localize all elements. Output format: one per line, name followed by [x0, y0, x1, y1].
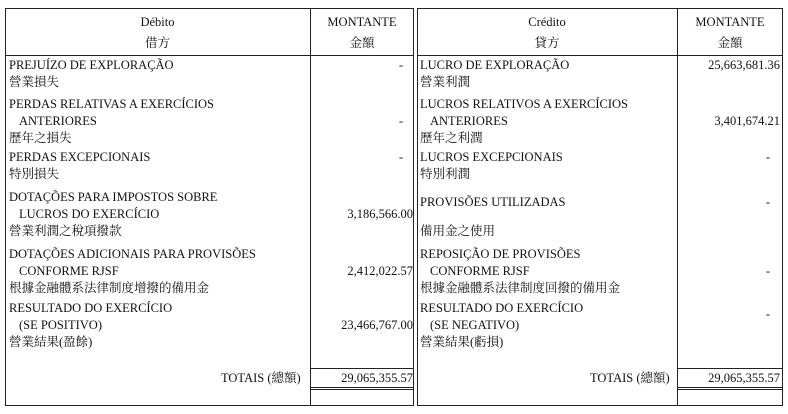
- header-debit: [5, 14, 310, 52]
- debit-row-6-label: RESULTADO DO EXERCÍCIO: [9, 301, 173, 315]
- debit-row-2-label-2: ANTERIORES: [19, 114, 97, 128]
- debit-totals-label: TOTAIS (總額): [221, 371, 301, 385]
- header-credit-pt: Crédito: [528, 15, 566, 29]
- header-debit-amount: [311, 14, 413, 52]
- credit-row-6-value: -: [765, 307, 770, 321]
- credit-row-4-label: PROVISÕES UTILIZADAS: [420, 195, 566, 209]
- border-top-left: [5, 8, 414, 9]
- credit-row-1-value: 25,663,681.36: [708, 58, 780, 72]
- header-credit-zh: 貸方: [534, 36, 560, 50]
- border-right: [782, 8, 783, 406]
- header-debit-pt: Débito: [140, 15, 175, 29]
- header-credit: [417, 14, 677, 52]
- debit-row-5-zh: 根據金融體系法律制度增撥的備用金: [9, 281, 210, 295]
- border-top-right: [417, 8, 783, 9]
- debit-row-2-zh: 歷年之損失: [9, 131, 72, 145]
- credit-totals-label: TOTAIS (總額): [590, 371, 670, 385]
- credit-row-2-zh: 歷年之利潤: [420, 131, 483, 145]
- credit-total-value: 29,065,355.57: [708, 371, 780, 385]
- debit-row-2-label: PERDAS RELATIVAS A EXERCÍCIOS: [9, 97, 215, 111]
- debit-row-2-value: -: [398, 114, 403, 128]
- debit-row-4-label: DOTAÇÕES PARA IMPOSTOS SOBRE: [9, 190, 218, 204]
- header-amount-zh-2: 金額: [717, 36, 743, 50]
- border-debit-right: [413, 8, 414, 406]
- debit-row-4-zh: 營業利潤之稅項撥款: [9, 224, 122, 238]
- credit-row-5-label-2: CONFORME RJSF: [430, 264, 530, 278]
- header-amount-pt-2: MONTANTE: [695, 15, 765, 29]
- debit-row-3-zh: 特別損失: [9, 167, 60, 181]
- debit-row-6-label-2: (SE POSITIVO): [19, 318, 102, 332]
- border-left: [5, 8, 6, 406]
- income-statement-table: [5, 8, 783, 406]
- credit-row-6-label: RESULTADO DO EXERCÍCIO: [420, 301, 584, 315]
- border-bottom-left: [5, 405, 414, 406]
- debit-row-3-label: PERDAS EXCEPCIONAIS: [9, 150, 151, 164]
- header-divider-right: [417, 55, 783, 56]
- debit-row-1-label: PREJUÍZO DE EXPLORAÇÃO: [9, 58, 174, 72]
- credit-row-5-value: -: [765, 264, 770, 278]
- credit-row-5-zh: 根據金融體系法律制度回撥的備用金: [420, 281, 621, 295]
- debit-row-6-value: 23,466,767.00: [341, 318, 413, 332]
- debit-row-6-zh: 營業結果(盈餘): [9, 335, 93, 349]
- debit-row-4-label-2: LUCROS DO EXERCÍCIO: [19, 207, 160, 221]
- credit-row-6-label-2: (SE NEGATIVO): [430, 318, 520, 332]
- header-amount-pt: MONTANTE: [327, 15, 397, 29]
- debit-total-value: 29,065,355.57: [341, 371, 413, 385]
- debit-row-4-value: 3,186,566.00: [347, 207, 413, 221]
- credit-row-3-label: LUCROS EXCEPCIONAIS: [420, 150, 563, 164]
- credit-row-3-value: -: [765, 150, 770, 164]
- header-credit-amount: [678, 14, 782, 52]
- header-debit-zh: 借方: [144, 36, 170, 50]
- credit-row-1-label: LUCRO DE EXPLORAÇÃO: [420, 58, 570, 72]
- credit-row-4-value: -: [765, 195, 770, 209]
- border-credit-left: [417, 8, 418, 406]
- header-divider-left: [5, 55, 414, 56]
- credit-row-2-label: LUCROS RELATIVOS A EXERCÍCIOS: [420, 97, 629, 111]
- debit-row-5-value: 2,412,022.57: [347, 264, 413, 278]
- header-amount-zh: 金額: [349, 36, 375, 50]
- credit-row-2-value: 3,401,674.21: [714, 114, 780, 128]
- credit-row-5-label: REPOSIÇÃO DE PROVISÕES: [420, 247, 581, 261]
- credit-row-4-zh: 備用金之使用: [420, 224, 496, 238]
- border-bottom-right: [417, 405, 783, 406]
- debit-row-3-value: -: [398, 150, 403, 164]
- credit-row-2-label-2: ANTERIORES: [430, 114, 508, 128]
- credit-row-3-zh: 特別利潤: [420, 167, 471, 181]
- credit-row-1-zh: 營業利潤: [420, 75, 471, 89]
- debit-row-1-value: -: [398, 58, 403, 72]
- debit-row-5-label: DOTAÇÕES ADICIONAIS PARA PROVISÕES: [9, 247, 256, 261]
- debit-row-5-label-2: CONFORME RJSF: [19, 264, 119, 278]
- credit-row-6-zh: 營業結果(虧損): [420, 335, 504, 349]
- debit-row-1-zh: 營業損失: [9, 75, 60, 89]
